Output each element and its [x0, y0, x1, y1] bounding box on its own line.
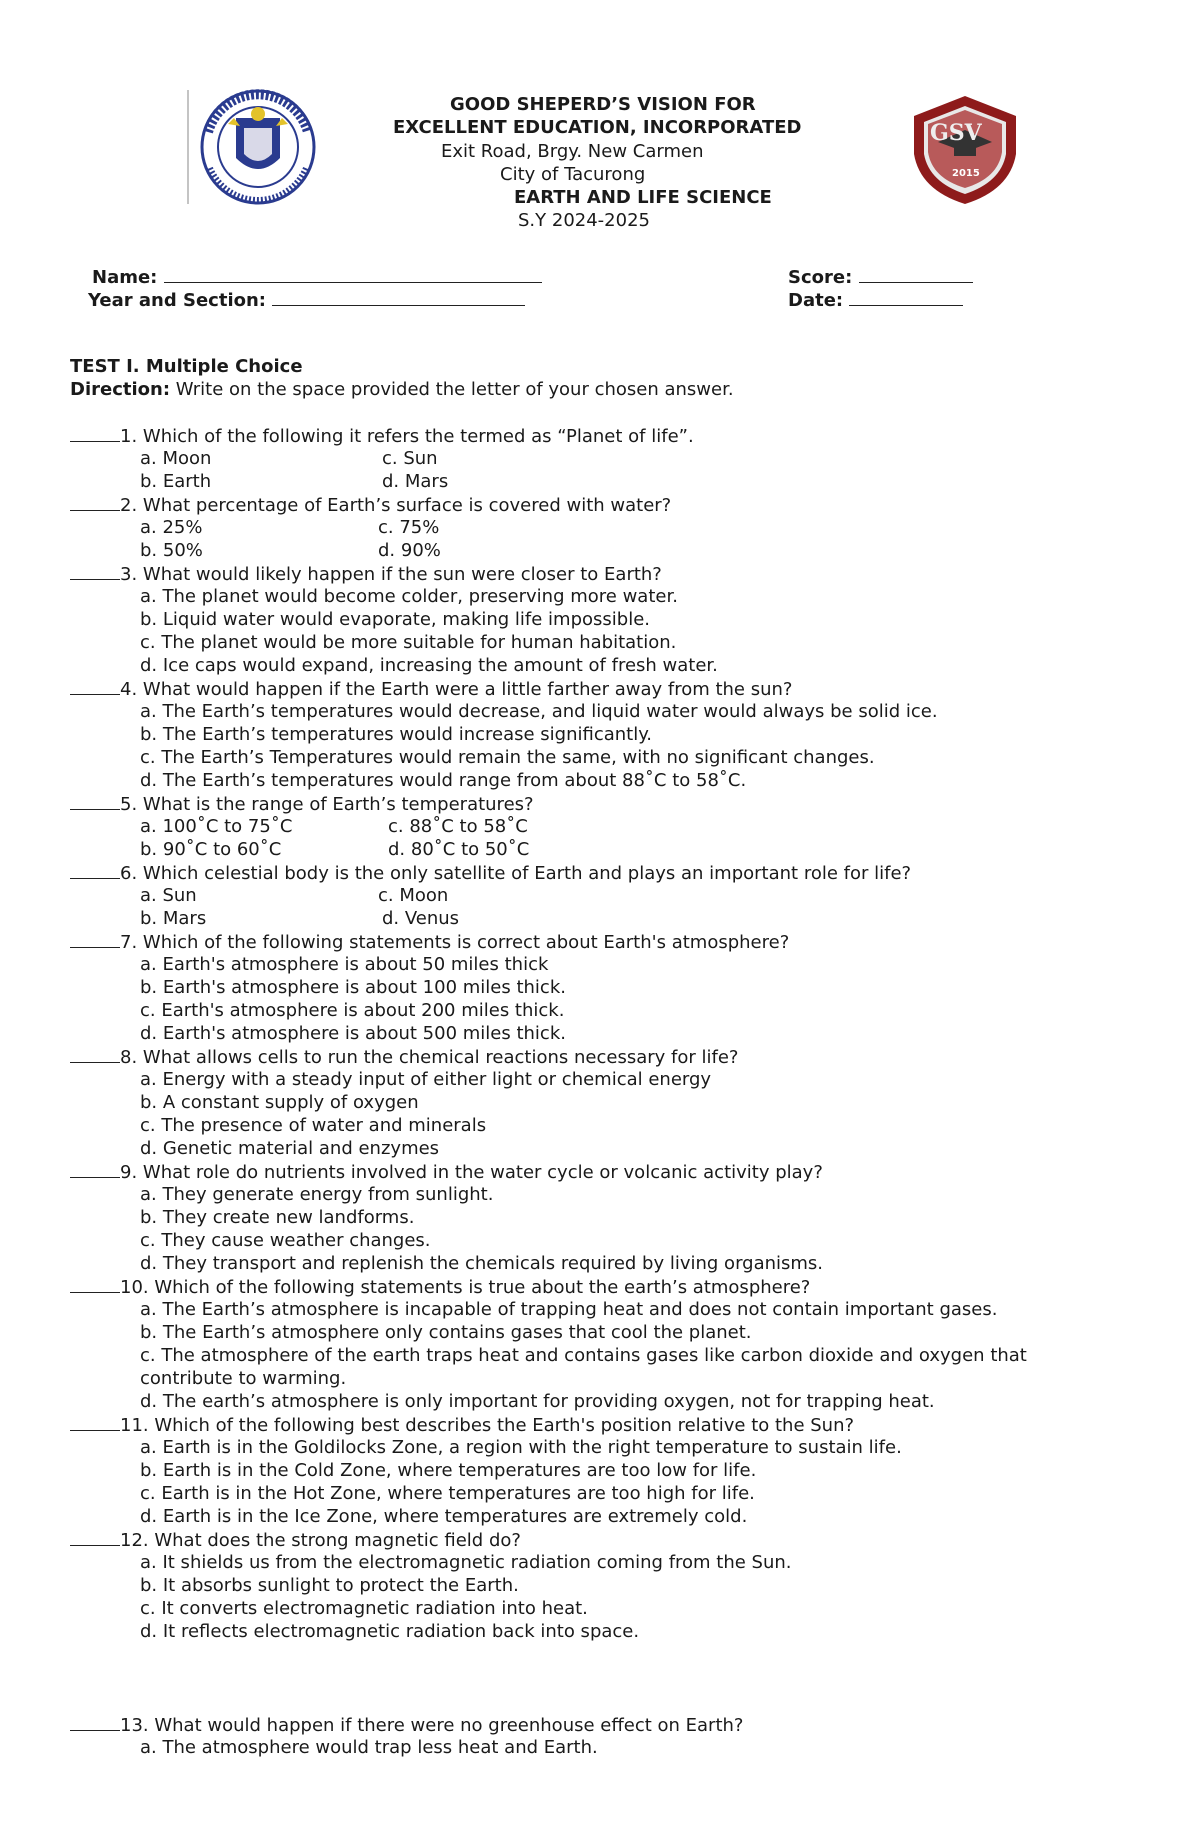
- option: c. Earth is in the Hot Zone, where temperatures are too high for life.: [140, 1483, 755, 1504]
- option: b. Earth's atmosphere is about 100 miles thick.: [140, 977, 566, 998]
- question-text: 3. What would likely happen if the sun were closer to Earth?: [120, 564, 662, 585]
- option: d. Genetic material and enzymes: [140, 1138, 440, 1159]
- option-continuation: contribute to warming.: [140, 1368, 347, 1389]
- option: d. The earth’s atmosphere is only important for providing oxygen, not for trapping heat.: [140, 1391, 935, 1412]
- date-field[interactable]: [788, 287, 963, 312]
- option: c. They cause weather changes.: [140, 1230, 431, 1251]
- option: b. The Earth’s temperatures would increase significantly.: [140, 724, 653, 745]
- answer-blank-7[interactable]: [70, 930, 120, 948]
- option: b. They create new landforms.: [140, 1207, 415, 1228]
- question-text: 10. Which of the following statements is true about the earth’s atmosphere?: [120, 1277, 811, 1298]
- question-text: 5. What is the range of Earth’s temperatures?: [120, 794, 534, 815]
- question-6: [70, 861, 911, 885]
- school-name-line2: EXCELLENT EDUCATION, INCORPORATED: [393, 117, 802, 138]
- option: d. 80˚C to 50˚C: [388, 839, 530, 860]
- answer-blank-11[interactable]: [70, 1413, 120, 1431]
- option: c. Moon: [378, 885, 449, 906]
- answer-blank-10[interactable]: [70, 1275, 120, 1293]
- option: d. Earth is in the Ice Zone, where temperatures are extremely cold.: [140, 1506, 748, 1527]
- answer-blank-5[interactable]: [70, 792, 120, 810]
- question-3: [70, 562, 662, 586]
- option: a. Energy with a steady input of either light or chemical energy: [140, 1069, 712, 1090]
- test-direction: [70, 378, 734, 401]
- answer-blank-13[interactable]: [70, 1713, 120, 1731]
- year-section-field[interactable]: [88, 287, 525, 312]
- test-title: TEST I. Multiple Choice: [70, 356, 303, 377]
- name-field[interactable]: [92, 264, 542, 289]
- question-text: 1. Which of the following it refers the termed as “Planet of life”.: [120, 426, 694, 447]
- school-name-line1: GOOD SHEPERD’S VISION FOR: [450, 94, 756, 115]
- question-9: [70, 1160, 823, 1184]
- option: a. Earth is in the Goldilocks Zone, a region with the right temperature to sustain life.: [140, 1437, 902, 1458]
- name-blank[interactable]: [164, 264, 542, 283]
- question-1: [70, 424, 694, 448]
- option: d. Venus: [382, 908, 460, 929]
- score-label: Score:: [788, 267, 853, 288]
- answer-blank-3[interactable]: [70, 562, 120, 580]
- option: c. Sun: [382, 448, 438, 469]
- option: a. The Earth’s atmosphere is incapable of trapping heat and does not contain important gases.: [140, 1299, 998, 1320]
- option: c. The Earth’s Temperatures would remain the same, with no significant changes.: [140, 747, 875, 768]
- option: a. 100˚C to 75˚C: [140, 816, 293, 837]
- answer-blank-4[interactable]: [70, 677, 120, 695]
- option: c. Earth's atmosphere is about 200 miles thick.: [140, 1000, 565, 1021]
- question-text: 9. What role do nutrients involved in the water cycle or volcanic activity play?: [120, 1162, 823, 1183]
- deped-seal-logo: [186, 88, 320, 206]
- option: d. Ice caps would expand, increasing the amount of fresh water.: [140, 655, 718, 676]
- question-text: 7. Which of the following statements is correct about Earth's atmosphere?: [120, 932, 790, 953]
- gsv-school-logo: [910, 94, 1020, 206]
- option: b. It absorbs sunlight to protect the Earth.: [140, 1575, 519, 1596]
- option: c. The planet would be more suitable for human habitation.: [140, 632, 677, 653]
- option: b. Earth: [140, 471, 212, 492]
- question-2: [70, 493, 671, 517]
- answer-blank-6[interactable]: [70, 861, 120, 879]
- option: b. A constant supply of oxygen: [140, 1092, 419, 1113]
- option: b. 90˚C to 60˚C: [140, 839, 282, 860]
- option: a. It shields us from the electromagnetic radiation coming from the Sun.: [140, 1552, 792, 1573]
- date-label: Date:: [788, 290, 844, 311]
- option: a. Earth's atmosphere is about 50 miles thick: [140, 954, 549, 975]
- option: a. Moon: [140, 448, 212, 469]
- subject-title: EARTH AND LIFE SCIENCE: [514, 187, 772, 208]
- option: b. The Earth’s atmosphere only contains gases that cool the planet.: [140, 1322, 752, 1343]
- school-address-line2: City of Tacurong: [500, 164, 646, 185]
- gsv-logo-letters: GSV: [930, 120, 982, 146]
- question-text: 6. Which celestial body is the only satellite of Earth and plays an important role for life?: [120, 863, 912, 884]
- option: d. They transport and replenish the chemicals required by living organisms.: [140, 1253, 824, 1274]
- option: a. Sun: [140, 885, 197, 906]
- direction-text: Write on the space provided the letter of your chosen answer.: [170, 379, 734, 400]
- answer-blank-9[interactable]: [70, 1160, 120, 1178]
- year-section-blank[interactable]: [272, 287, 525, 306]
- question-text: 2. What percentage of Earth’s surface is covered with water?: [120, 495, 672, 516]
- option: b. Earth is in the Cold Zone, where temperatures are too low for life.: [140, 1460, 757, 1481]
- date-blank[interactable]: [849, 287, 963, 306]
- answer-blank-8[interactable]: [70, 1045, 120, 1063]
- answer-blank-1[interactable]: [70, 424, 120, 442]
- question-text: 8. What allows cells to run the chemical reactions necessary for life?: [120, 1047, 739, 1068]
- question-12: [70, 1528, 521, 1552]
- question-7: [70, 930, 789, 954]
- school-year: S.Y 2024-2025: [518, 210, 650, 231]
- option: c. 75%: [378, 517, 440, 538]
- name-label: Name:: [92, 267, 158, 288]
- question-8: [70, 1045, 738, 1069]
- year-section-label: Year and Section:: [88, 290, 266, 311]
- option: a. The atmosphere would trap less heat and Earth.: [140, 1737, 598, 1758]
- gsv-logo-year: 2015: [952, 168, 980, 179]
- option: c. The presence of water and minerals: [140, 1115, 487, 1136]
- question-11: [70, 1413, 854, 1437]
- question-text: 12. What does the strong magnetic field do?: [120, 1530, 521, 1551]
- option: d. The Earth’s temperatures would range from about 88˚C to 58˚C.: [140, 770, 747, 791]
- school-address-line1: Exit Road, Brgy. New Carmen: [441, 141, 704, 162]
- question-text: 4. What would happen if the Earth were a little farther away from the sun?: [120, 679, 793, 700]
- option: a. 25%: [140, 517, 203, 538]
- question-text: 13. What would happen if there were no greenhouse effect on Earth?: [120, 1715, 744, 1736]
- option: d. Earth's atmosphere is about 500 miles thick.: [140, 1023, 566, 1044]
- option: d. 90%: [378, 540, 441, 561]
- question-13: [70, 1713, 743, 1737]
- option: c. 88˚C to 58˚C: [388, 816, 528, 837]
- option: a. They generate energy from sunlight.: [140, 1184, 494, 1205]
- option: b. 50%: [140, 540, 203, 561]
- option: c. It converts electromagnetic radiation into heat.: [140, 1598, 588, 1619]
- direction-label: Direction:: [70, 379, 171, 400]
- answer-blank-12[interactable]: [70, 1528, 120, 1546]
- option: a. The planet would become colder, preserving more water.: [140, 586, 678, 607]
- score-blank[interactable]: [859, 264, 973, 283]
- option: d. It reflects electromagnetic radiation back into space.: [140, 1621, 640, 1642]
- question-text: 11. Which of the following best describes the Earth's position relative to the Sun?: [120, 1415, 855, 1436]
- option: d. Mars: [382, 471, 449, 492]
- option: b. Mars: [140, 908, 207, 929]
- question-10: [70, 1275, 810, 1299]
- question-5: [70, 792, 534, 816]
- answer-blank-2[interactable]: [70, 493, 120, 511]
- score-field[interactable]: [788, 264, 973, 289]
- option: c. The atmosphere of the earth traps heat and contains gases like carbon dioxide and oxygen that: [140, 1345, 1027, 1366]
- option: a. The Earth’s temperatures would decrease, and liquid water would always be solid ice.: [140, 701, 938, 722]
- option: b. Liquid water would evaporate, making life impossible.: [140, 609, 651, 630]
- question-4: [70, 677, 792, 701]
